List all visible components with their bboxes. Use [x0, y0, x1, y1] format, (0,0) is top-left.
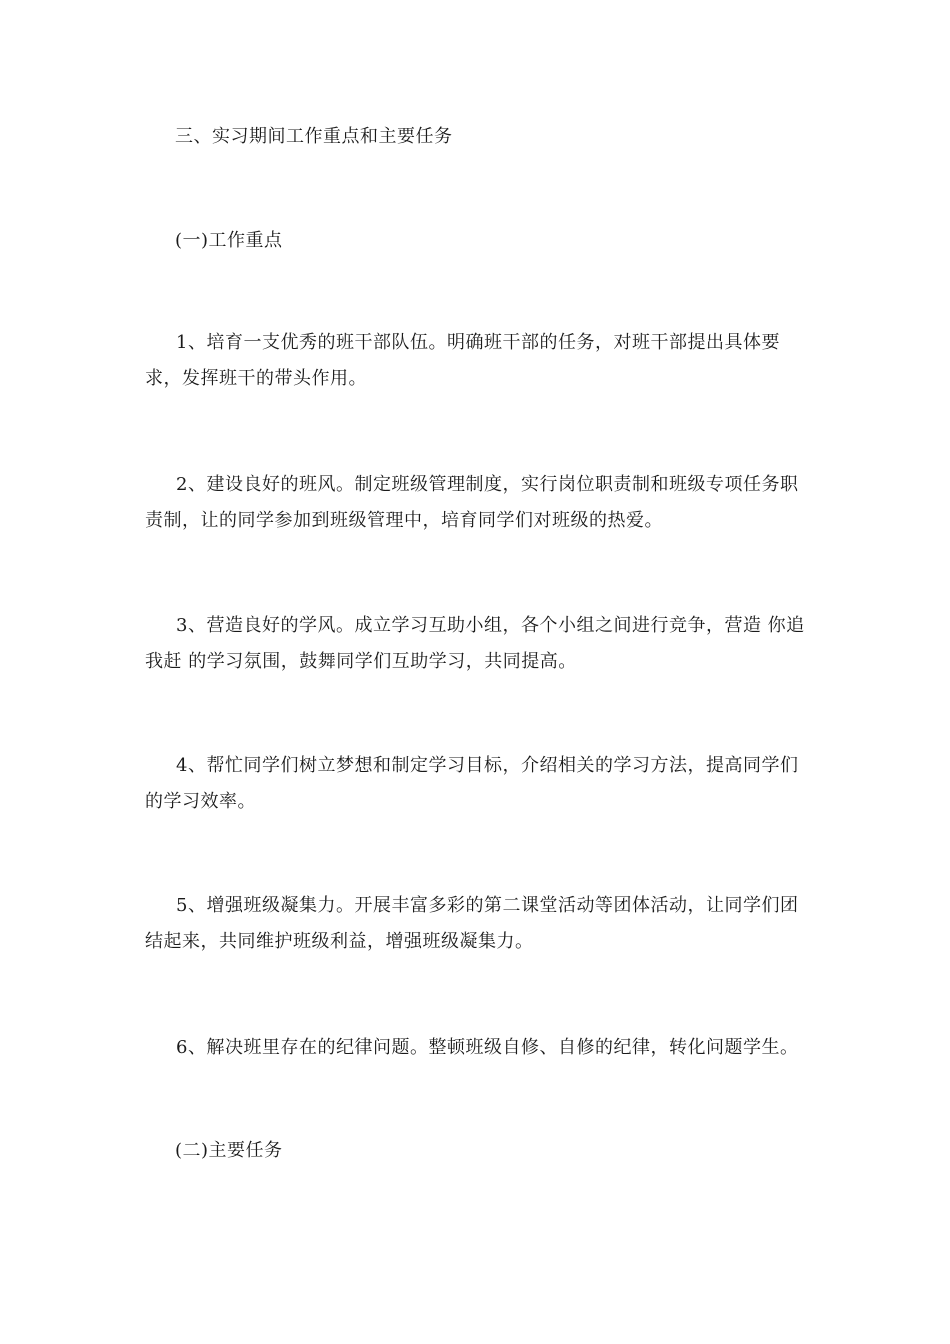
list-item: 3、营造良好的学风。成立学习互助小组，各个小组之间进行竞争，营造 你追我赶 的学习氛围，鼓舞同学们互助学习，共同提高。: [145, 615, 805, 672]
list-item: 1、培育一支优秀的班干部队伍。明确班干部的任务，对班干部提出具体要求，发挥班干的带头作用。: [145, 332, 780, 389]
subsection-heading-main-tasks: (二)主要任务: [175, 1140, 283, 1161]
section-title: 三、实习期间工作重点和主要任务: [175, 126, 453, 147]
subsection-heading-work-focus: (一)工作重点: [175, 230, 283, 251]
list-item: 2、建设良好的班风。制定班级管理制度，实行岗位职责制和班级专项任务职责制，让的同学参加到班级管理中，培育同学们对班级的热爱。: [145, 474, 799, 531]
list-item: 4、帮忙同学们树立梦想和制定学习目标，介绍相关的学习方法，提高同学们的学习效率。: [145, 755, 799, 812]
list-item: 6、解决班里存在的纪律问题。整顿班级自修、自修的纪律，转化问题学生。: [176, 1037, 799, 1058]
list-item: 5、增强班级凝集力。开展丰富多彩的第二课堂活动等团体活动，让同学们团结起来，共同维护班级利益，增强班级凝集力。: [145, 895, 799, 952]
